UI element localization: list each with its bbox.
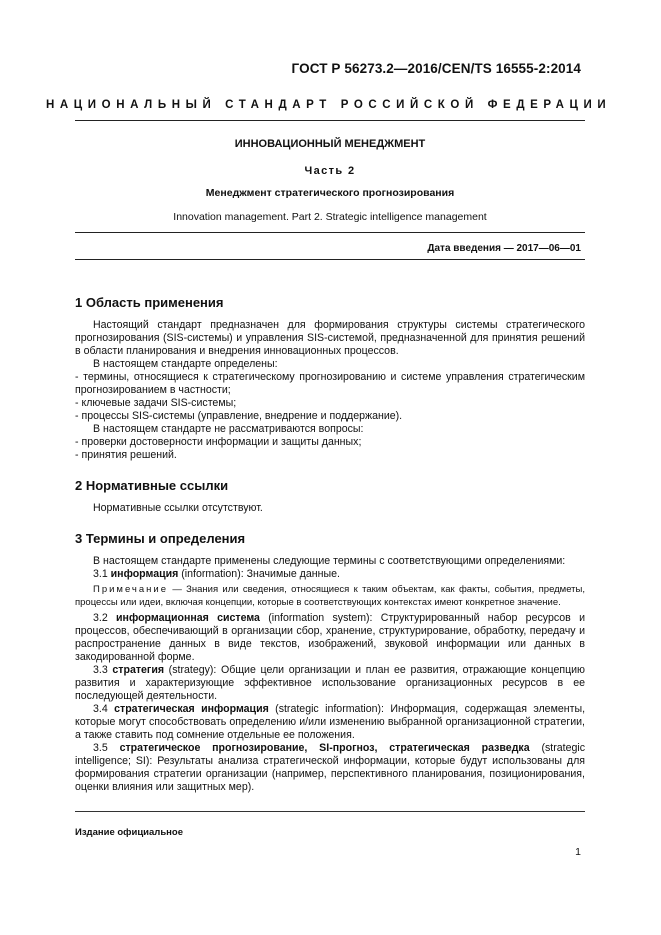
- section-1-paragraph: Настоящий стандарт предназначен для формирования структуры системы стратегического прогнозирования (SIS-системы) и управления SIS-системой, предназначенной для принятия решений в области планирования и внедрения инновационных процессов.: [75, 319, 585, 357]
- section-1-paragraph: В настоящем стандарте не рассматриваются вопросы:: [93, 423, 364, 435]
- list-item: - проверки достоверности информации и защиты данных;: [75, 436, 362, 448]
- list-item: - процессы SIS-системы (управление, внедрение и поддержание).: [75, 410, 403, 422]
- national-standard-banner: НАЦИОНАЛЬНЫЙ СТАНДАРТ РОССИЙСКОЙ ФЕДЕРАЦИИ: [46, 99, 612, 111]
- document-body: [75, 294, 585, 794]
- list-item: - термины, относящиеся к стратегическому прогнозированию и системе управления стратегическим прогнозированием в частности;: [75, 371, 585, 396]
- document-code: ГОСТ Р 56273.2—2016/CEN/TS 16555-2:2014: [291, 61, 581, 76]
- official-edition-label: Издание официальное: [75, 827, 183, 838]
- introduction-date: Дата введения — 2017—06—01: [427, 243, 581, 254]
- term-3-2: 3.2 информационная система (information system): Структурированный набор ресурсов и процессов, обеспечивающий в организации сбор, хранение, структурирование, обработку, передачу и распространение данных в виде текстов, изображений, звуковой информации или данных в закодированной форме.: [75, 612, 585, 663]
- section-3-intro: В настоящем стандарте применены следующие термины с соответствующими определениями:: [93, 555, 566, 567]
- section-1-paragraph: В настоящем стандарте определены:: [93, 358, 278, 370]
- section-3-heading: 3 Термины и определения: [75, 531, 246, 546]
- standard-subtitle: Менеджмент стратегического прогнозирования: [205, 187, 455, 199]
- header-rule: [75, 120, 585, 121]
- standard-title: ИННОВАЦИОННЫЙ МЕНЕДЖМЕНТ: [234, 138, 426, 150]
- standard-part: Часть 2: [304, 165, 356, 177]
- term-3-3: 3.3 стратегия (strategy): Общие цели организации и план ее развития, отражающие концепцию развития и характеризующие эффективное использование организационных ресурсов в ее последующей деятельности.: [75, 664, 586, 702]
- term-note: Примечание — Знания или сведения, относящиеся к таким объектам, как факты, события, предметы, процессы или идеи, включая концепции, которые в соответствующих контекстах имеют конкретное значение.: [75, 584, 585, 608]
- term-3-1: 3.1 информация (information): Значимые данные.: [93, 568, 340, 580]
- list-item: - принятия решений.: [75, 449, 177, 461]
- term-3-4: 3.4 стратегическая информация (strategic information): Информация, содержащая элементы, которые могут способствовать определению и/или изменению выбранной организационной стратегии, а также ставить под сомнение отдельные ее положения.: [75, 703, 586, 741]
- page-number: 1: [575, 846, 581, 858]
- title-rule: [75, 232, 585, 233]
- english-title: Innovation management. Part 2. Strategic intelligence management: [173, 211, 487, 223]
- section-2-paragraph: Нормативные ссылки отсутствуют.: [93, 502, 263, 514]
- section-2-heading: 2 Нормативные ссылки: [75, 478, 229, 493]
- section-1-heading: 1 Область применения: [75, 295, 224, 310]
- footer-rule: [75, 811, 585, 812]
- term-3-5: 3.5 стратегическое прогнозирование, SI-прогноз, стратегическая разведка (strategic intelligence; SI): Результаты анализа стратегической информации, которые будут использованы для формирования стратегии организации (например, перспективного планирования, позиционирования, оценки влияния или защитных мер).: [75, 742, 586, 793]
- list-item: - ключевые задачи SIS-системы;: [75, 397, 237, 409]
- date-rule: [75, 259, 585, 260]
